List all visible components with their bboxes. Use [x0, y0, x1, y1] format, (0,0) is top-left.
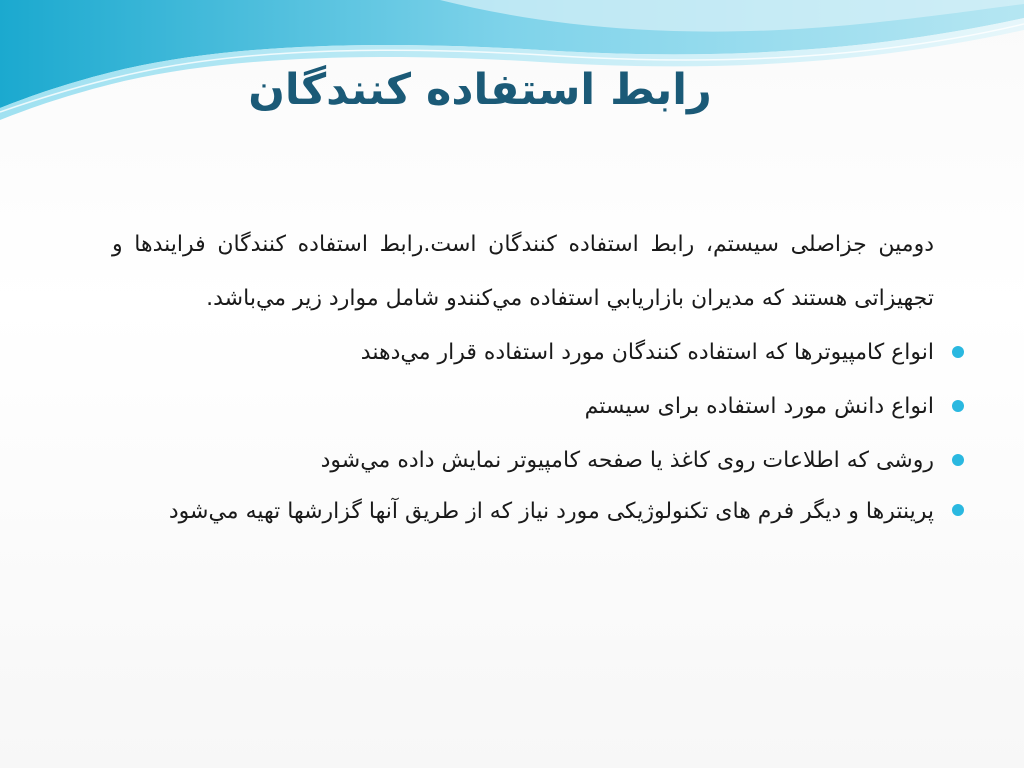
list-item	[52, 488, 964, 534]
list-item-text: روشی که اطلاعات روی کاغذ يا صفحه کامپيوتر نمايش داده مي‌شود	[320, 448, 934, 473]
bullet-dot-icon	[952, 346, 964, 358]
list-item	[52, 434, 964, 488]
list-item	[52, 326, 964, 380]
list-item-text: پرينترها و ديگر فرم های تکنولوژيکی مورد نياز که از طريق آنها گزارشها تهيه مي‌شود	[168, 499, 934, 524]
bullet-dot-icon	[952, 504, 964, 516]
list-item-text: انواع کامپيوترها که استفاده کنندگان مورد استفاده قرار مي‌دهند	[360, 340, 934, 365]
bullet-list	[52, 326, 964, 534]
list-item-text: انواع دانش مورد استفاده برای سيستم	[584, 394, 934, 419]
slide-title: رابط استفاده کنندگان	[248, 65, 712, 115]
list-item	[52, 380, 964, 434]
slide-body	[52, 218, 964, 534]
bullet-dot-icon	[952, 400, 964, 412]
bullet-dot-icon	[952, 454, 964, 466]
intro-paragraph: دومين جزاصلی سيستم، رابط استفاده کنندگان است.رابط استفاده کنندگان فرايندها و تجهيزاتی هستند که مديران بازاريابي استفاده مي‌کنندو شامل موارد زير مي‌باشد.	[112, 232, 934, 311]
